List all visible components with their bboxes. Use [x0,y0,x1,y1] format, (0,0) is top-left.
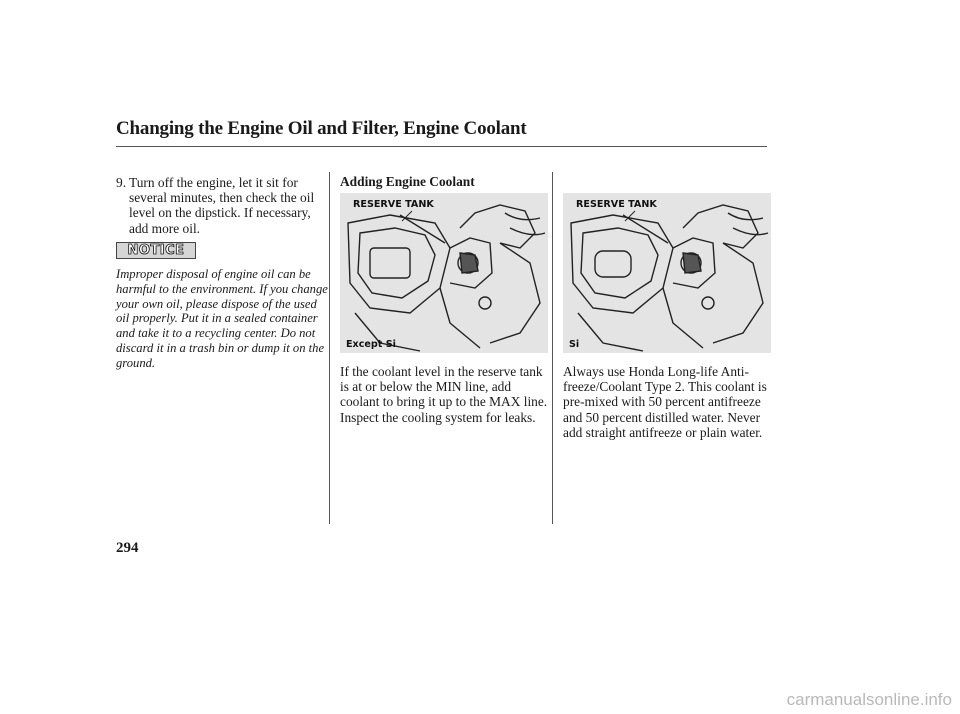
column-divider-1 [329,172,330,524]
coolant-type-paragraph: Always use Honda Long-life Anti-freeze/Coolant Type 2. This coolant is pre-mixed with 50 percent antifreeze and 50 percent distilled water. Never add straight antifreeze or plain water. [563,364,767,440]
figure-callout: RESERVE TANK [353,199,434,210]
page-title: Changing the Engine Oil and Filter, Engine Coolant [116,118,527,139]
figure-caption: Except Si [346,339,396,350]
coolant-level-paragraph: If the coolant level in the reserve tank is at or below the MIN line, add coolant to bring it up to the MAX line. Inspect the cooling system for leaks. [340,364,548,425]
watermark: carmanualsonline.info [786,690,952,709]
header-divider [116,146,767,147]
page-number: 294 [116,540,139,556]
step-number: 9. [116,175,127,190]
engine-bay-illustration [340,193,548,353]
notice-text: Improper disposal of engine oil can be harmful to the environment. If you change your own oil, please dispose of the used oil properly. Put it in a sealed container and take it to a recycling center. Do not discard it in a trash bin or dump it on the ground. [116,267,328,370]
step-9 [116,175,326,236]
engine-figure-except-si [340,193,548,353]
section-title: Adding Engine Coolant [340,174,475,189]
figure-callout: RESERVE TANK [576,199,657,210]
engine-figure-si [563,193,771,353]
column-divider-2 [552,172,553,524]
step-text: Turn off the engine, let it sit for several minutes, then check the oil level on the dipstick. If necessary, add more oil. [129,175,315,236]
engine-bay-illustration [563,193,771,353]
figure-caption: Si [569,339,580,350]
notice-badge: NOTICE [116,242,196,259]
